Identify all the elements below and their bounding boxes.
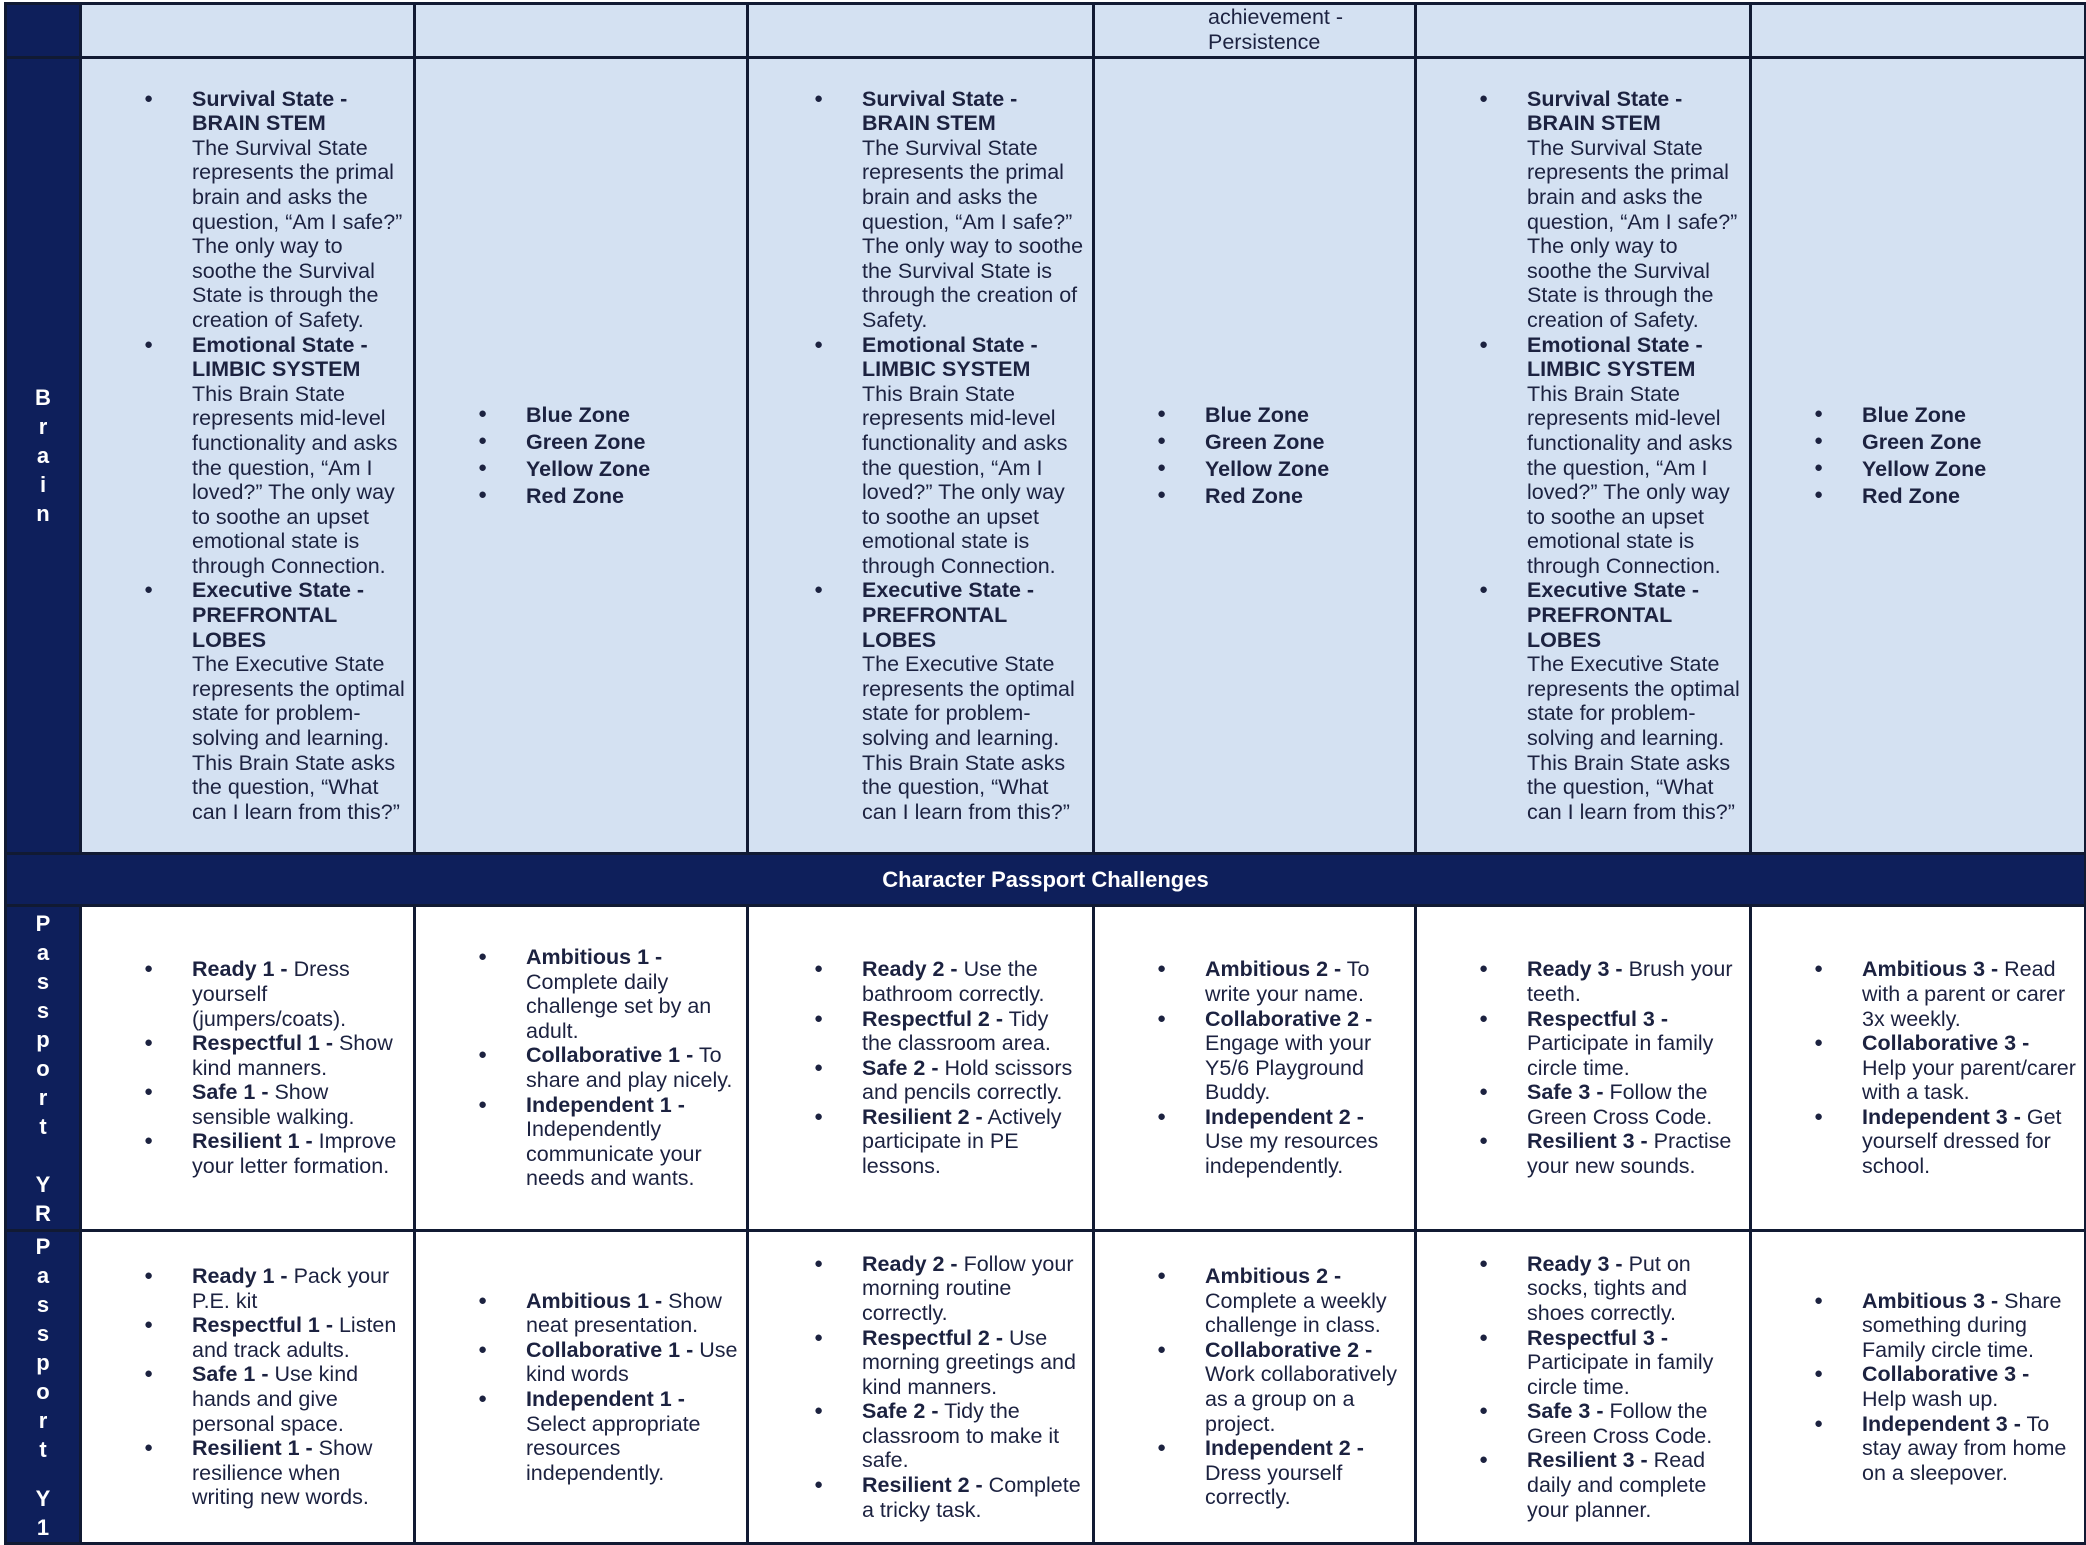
side-label-passport-yr <box>6 906 81 1231</box>
challenge-text: Listen and track adults. <box>192 1313 397 1362</box>
challenge-text: Participate in family circle time. <box>1527 1031 1714 1080</box>
passport-y1-row <box>6 1231 2086 1544</box>
challenge-label: Safe 2 - <box>862 1055 939 1080</box>
challenge-label: Independent 2 - <box>1205 1104 1364 1129</box>
brain-state-title: Emotional State - LIMBIC SYSTEM <box>192 332 368 382</box>
challenge-label: Ambitious 2 - <box>1205 1264 1342 1289</box>
zones-list <box>1095 402 1414 510</box>
side-label-brain <box>6 58 81 854</box>
side-letter: i <box>39 472 47 497</box>
passport-yr-col-1 <box>81 906 415 1231</box>
challenge-item <box>1862 957 2076 1031</box>
side-letter: n <box>36 501 50 526</box>
challenge-label: Ambitious 1 - <box>526 1288 663 1313</box>
challenge-item <box>1862 1362 2076 1411</box>
challenge-label: Ready 3 - <box>1527 957 1623 982</box>
section-header-row <box>6 854 2086 906</box>
curriculum-table <box>4 2 2086 1545</box>
zone-item: ● Blue Zone <box>1862 402 2076 429</box>
challenge-text: Use kind words <box>526 1337 738 1387</box>
challenge-label: Resilient 2 - <box>862 1473 983 1498</box>
challenge-item <box>1205 1338 1406 1436</box>
challenge-item <box>526 1387 738 1485</box>
challenge-item <box>526 945 738 1043</box>
brain-state-text: The Survival State represents the primal brain and asks the question, “Am I safe?” The only way to soothe the Survival State is through the creation of Safety. <box>192 135 403 332</box>
challenge-label: Resilient 1 - <box>192 1436 313 1461</box>
top-cell-6 <box>1751 4 2086 58</box>
brain-state-title: Executive State - PREFRONTAL LOBES <box>192 578 365 652</box>
brain-states-cell-1 <box>81 58 415 854</box>
challenge-item <box>192 1264 405 1313</box>
challenge-item <box>862 957 1084 1006</box>
passport-y1-col-4 <box>1094 1231 1416 1544</box>
challenge-item <box>192 1362 405 1436</box>
challenge-item <box>1527 1326 1741 1400</box>
brain-state-item <box>1527 87 1741 333</box>
challenge-item <box>1527 1080 1741 1129</box>
challenge-label: Independent 3 - <box>1862 1104 2021 1129</box>
challenge-label: Independent 1 - <box>526 1387 685 1411</box>
brain-state-item <box>192 333 405 579</box>
challenge-label: Respectful 3 - <box>1527 1325 1668 1350</box>
challenge-text: Select appropriate resources independently. <box>526 1411 701 1485</box>
side-letter: r <box>38 414 48 439</box>
side-letter: P <box>35 910 51 936</box>
challenge-text: Actively participate in PE lessons. <box>862 1104 1062 1179</box>
challenge-item <box>192 1436 405 1510</box>
challenge-text: To stay away from home on a sleepover. <box>1862 1411 2067 1485</box>
brain-state-title: Executive State - PREFRONTAL LOBES <box>1527 578 1700 652</box>
challenge-item <box>862 1252 1084 1326</box>
challenge-label: Safe 1 - <box>192 1080 269 1105</box>
side-letter: o <box>36 1379 50 1404</box>
challenge-list <box>749 957 1092 1178</box>
challenge-list <box>1417 957 1749 1178</box>
challenge-text: Dress yourself correctly. <box>1205 1460 1343 1510</box>
challenge-label: Respectful 2 - <box>862 1006 1003 1031</box>
challenge-item <box>862 1399 1084 1473</box>
zones-cell-1 <box>415 58 748 854</box>
zone-item: ● Yellow Zone <box>1205 456 1406 483</box>
side-gap <box>7 1141 79 1170</box>
challenge-label: Resilient 1 - <box>192 1129 313 1154</box>
challenge-item <box>526 1093 738 1191</box>
challenge-list <box>1417 1252 1749 1523</box>
challenge-item <box>1205 1007 1406 1105</box>
challenge-text: Use morning greetings and kind manners. <box>862 1325 1076 1399</box>
top-cell-4-line-1: achievement - <box>1208 5 1344 29</box>
challenge-list <box>1095 1264 1414 1510</box>
top-cell-2 <box>415 4 748 58</box>
brain-states-list <box>82 87 413 825</box>
challenge-label: Safe 3 - <box>1527 1080 1604 1105</box>
brain-state-text: The Survival State represents the primal brain and asks the question, “Am I safe?” The only way to soothe the Survival State is through the creation of Safety. <box>1527 135 1738 332</box>
challenge-list <box>416 945 746 1191</box>
challenge-label: Ambitious 2 - <box>1205 957 1342 982</box>
challenge-item <box>526 1338 738 1387</box>
challenge-text: Tidy the classroom to make it safe. <box>862 1399 1060 1473</box>
zones-cell-2 <box>1094 58 1416 854</box>
passport-yr-col-4 <box>1094 906 1416 1231</box>
challenge-item <box>1205 1436 1406 1510</box>
challenge-text: Complete daily challenge set by an adult. <box>526 969 712 1043</box>
brain-state-title: Executive State - PREFRONTAL LOBES <box>862 578 1035 652</box>
challenge-text: Practise your new sounds. <box>1527 1129 1732 1179</box>
passport-yr-col-6 <box>1751 906 2086 1231</box>
challenge-list <box>1752 1289 2084 1486</box>
brain-state-item <box>192 578 405 824</box>
zone-item: ● Yellow Zone <box>526 456 738 483</box>
brain-state-text: This Brain State represents mid-level functionality and asks the question, “Am I loved?” The only way to soothe an upset emotional state is through Connection. <box>1527 381 1733 578</box>
challenge-item <box>862 1473 1084 1522</box>
passport-yr-col-3 <box>748 906 1094 1231</box>
side-gap <box>7 1464 79 1484</box>
brain-state-text: This Brain State represents mid-level functionality and asks the question, “Am I loved?” The only way to soothe an upset emotional state is through Connection. <box>192 381 398 578</box>
side-letter: o <box>36 1055 50 1081</box>
challenge-text: Work collaboratively as a group on a project. <box>1205 1362 1397 1436</box>
passport-yr-col-5 <box>1416 906 1751 1231</box>
zone-item: ● Yellow Zone <box>1862 456 2076 483</box>
challenge-item <box>192 1313 405 1362</box>
side-letter: 1 <box>36 1515 50 1540</box>
challenge-list <box>82 1264 413 1510</box>
challenge-text: Hold scissors and pencils correctly. <box>862 1055 1073 1105</box>
challenge-text: Improve your letter formation. <box>192 1129 397 1179</box>
challenge-label: Resilient 3 - <box>1527 1448 1648 1473</box>
zones-list <box>416 402 746 510</box>
challenge-item <box>862 1007 1084 1056</box>
side-letter: p <box>36 1350 50 1375</box>
challenge-text: Use the bathroom correctly. <box>862 957 1045 1006</box>
challenge-label: Safe 3 - <box>1527 1399 1604 1424</box>
challenge-item <box>1862 1105 2076 1179</box>
brain-state-title: Emotional State - LIMBIC SYSTEM <box>862 332 1038 382</box>
challenge-text: Follow the Green Cross Code. <box>1527 1399 1713 1448</box>
challenge-text: Show sensible walking. <box>192 1080 355 1129</box>
brain-state-text: The Executive State represents the optimal state for problem-solving and learning. This Brain State asks the question, “What can I learn from this?” <box>1527 652 1740 824</box>
challenge-item <box>192 957 405 1031</box>
side-letter: p <box>36 1026 50 1052</box>
challenge-text: Read with a parent or carer 3x weekly. <box>1862 957 2066 1031</box>
zone-item: ● Blue Zone <box>1205 402 1406 429</box>
challenge-item <box>1205 1264 1406 1338</box>
passport-y1-col-3 <box>748 1231 1094 1544</box>
challenge-label: Respectful 1 - <box>192 1313 333 1338</box>
brain-states-list <box>1417 87 1749 825</box>
challenge-text: Participate in family circle time. <box>1527 1350 1714 1399</box>
passport-y1-col-5 <box>1416 1231 1751 1544</box>
brain-states-cell-2 <box>748 58 1094 854</box>
challenge-text: Tidy the classroom area. <box>862 1006 1051 1056</box>
passport-yr-row <box>6 906 2086 1231</box>
challenge-label: Respectful 2 - <box>862 1325 1003 1350</box>
challenge-item <box>1527 1007 1741 1081</box>
side-letter: R <box>35 1200 51 1226</box>
challenge-label: Independent 2 - <box>1205 1436 1364 1461</box>
side-letter: a <box>36 1263 50 1288</box>
side-letter: Y <box>35 1171 51 1197</box>
challenge-list <box>416 1289 746 1486</box>
challenge-text: Use my resources independently. <box>1205 1129 1379 1179</box>
challenge-label: Ambitious 3 - <box>1862 957 1999 982</box>
challenge-label: Independent 3 - <box>1862 1411 2021 1436</box>
brain-state-text: The Executive State represents the optimal state for problem-solving and learning. This Brain State asks the question, “What can I learn from this?” <box>192 652 405 824</box>
zone-item: ● Red Zone <box>1862 483 2076 510</box>
challenge-text: Complete a tricky task. <box>862 1473 1081 1522</box>
challenge-text: Read daily and complete your planner. <box>1527 1448 1707 1522</box>
side-letter: t <box>39 1437 47 1462</box>
passport-y1-col-2 <box>415 1231 748 1544</box>
challenge-label: Collaborative 3 - <box>1862 1031 2030 1056</box>
challenge-label: Collaborative 1 - <box>526 1043 694 1068</box>
challenge-text: To write your name. <box>1205 957 1370 1006</box>
challenge-text: Show kind manners. <box>192 1031 393 1080</box>
challenge-item <box>526 1043 738 1092</box>
side-label-top <box>6 4 81 58</box>
challenge-list <box>1095 957 1414 1178</box>
brain-state-item <box>1527 578 1741 824</box>
brain-state-title: Survival State - BRAIN STEM <box>192 86 348 136</box>
brain-states-list <box>749 87 1092 825</box>
challenge-item <box>526 1289 738 1338</box>
challenge-label: Collaborative 1 - <box>526 1337 694 1362</box>
challenge-list <box>82 957 413 1178</box>
top-cell-5 <box>1416 4 1751 58</box>
zones-cell-3 <box>1751 58 2086 854</box>
challenge-text: Engage with your Y5/6 Playground Buddy. <box>1205 1031 1372 1105</box>
challenge-label: Ambitious 1 - <box>526 945 663 970</box>
top-row <box>6 4 2086 58</box>
challenge-label: Independent 1 - <box>526 1092 685 1117</box>
top-cell-3 <box>748 4 1094 58</box>
passport-y1-col-1 <box>81 1231 415 1544</box>
challenge-item <box>1862 1031 2076 1105</box>
challenge-text: Get yourself dressed for school. <box>1862 1104 2062 1179</box>
challenge-label: Safe 1 - <box>192 1362 269 1387</box>
challenge-item <box>1205 1105 1406 1179</box>
side-letter: a <box>36 443 50 468</box>
side-letter: Y <box>35 1486 51 1511</box>
challenge-text: Put on socks, tights and shoes correctly. <box>1527 1251 1691 1325</box>
challenge-label: Safe 2 - <box>862 1399 939 1424</box>
challenge-label: Ready 1 - <box>192 1264 288 1289</box>
challenge-item <box>1862 1289 2076 1363</box>
challenge-text: To share and play nicely. <box>526 1043 733 1092</box>
challenge-list <box>1752 957 2084 1178</box>
challenge-item <box>862 1056 1084 1105</box>
challenge-item <box>192 1031 405 1080</box>
challenge-label: Respectful 1 - <box>192 1031 333 1056</box>
brain-state-item <box>192 87 405 333</box>
challenge-text: Follow the Green Cross Code. <box>1527 1080 1713 1129</box>
challenge-item <box>1527 1129 1741 1178</box>
challenge-item <box>1862 1412 2076 1486</box>
challenge-text: Show resilience when writing new words. <box>192 1436 373 1510</box>
challenge-text: Share something during Family circle time. <box>1862 1288 2062 1362</box>
side-letter: P <box>35 1234 51 1259</box>
side-letter: s <box>36 1321 50 1346</box>
challenge-label: Respectful 3 - <box>1527 1006 1668 1031</box>
brain-state-title: Survival State - BRAIN STEM <box>862 86 1018 136</box>
challenge-item <box>1527 957 1741 1006</box>
top-cell-4 <box>1094 4 1416 58</box>
brain-state-item <box>862 578 1084 824</box>
challenge-text: Brush your teeth. <box>1527 957 1733 1006</box>
challenge-label: Collaborative 3 - <box>1862 1362 2030 1387</box>
challenge-text: Dress yourself (jumpers/coats). <box>192 957 350 1031</box>
side-letter: a <box>36 939 50 965</box>
challenge-item <box>192 1129 405 1178</box>
challenge-label: Resilient 3 - <box>1527 1129 1648 1154</box>
challenge-item <box>862 1326 1084 1400</box>
brain-state-title: Survival State - BRAIN STEM <box>1527 86 1683 136</box>
brain-state-text: This Brain State represents mid-level functionality and asks the question, “Am I loved?” The only way to soothe an upset emotional state is through Connection. <box>862 381 1068 578</box>
challenge-text: Complete a weekly challenge in class. <box>1205 1288 1387 1338</box>
brain-states-cell-3 <box>1416 58 1751 854</box>
brain-state-text: The Survival State represents the primal brain and asks the question, “Am I safe?” The only way to soothe the Survival State is through the creation of Safety. <box>862 135 1084 332</box>
challenge-label: Ready 2 - <box>862 957 958 982</box>
zone-item: ● Red Zone <box>1205 483 1406 510</box>
side-letter: s <box>36 997 50 1023</box>
top-cell-4-line-2: Persistence <box>1208 29 1321 54</box>
zone-item: ● Green Zone <box>1205 429 1406 456</box>
challenge-item <box>1527 1399 1741 1448</box>
challenge-text: Pack your P.E. kit <box>192 1264 390 1313</box>
side-letter: s <box>36 968 50 994</box>
side-letter: t <box>39 1113 47 1139</box>
brain-state-item <box>862 87 1084 333</box>
zones-list <box>1752 402 2084 510</box>
challenge-item <box>1527 1448 1741 1522</box>
challenge-item <box>1205 957 1406 1006</box>
challenge-label: Ready 1 - <box>192 957 288 982</box>
challenge-list <box>749 1252 1092 1523</box>
challenge-item <box>192 1080 405 1129</box>
side-letter: B <box>35 385 51 410</box>
passport-y1-col-6 <box>1751 1231 2086 1544</box>
side-letter: r <box>38 1084 48 1110</box>
brain-state-title: Emotional State - LIMBIC SYSTEM <box>1527 332 1703 382</box>
challenge-label: Ambitious 3 - <box>1862 1288 1999 1313</box>
top-cell-1 <box>81 4 415 58</box>
challenge-item <box>862 1105 1084 1179</box>
challenge-label: Ready 2 - <box>862 1251 958 1276</box>
challenge-item <box>1527 1252 1741 1326</box>
challenge-text: Help your parent/carer with a task. <box>1862 1055 2076 1105</box>
challenge-text: Follow your morning routine correctly. <box>862 1251 1074 1325</box>
brain-state-text: The Executive State represents the optimal state for problem-solving and learning. This Brain State asks the question, “What can I learn from this?” <box>862 652 1075 824</box>
passport-yr-col-2 <box>415 906 748 1231</box>
section-header: Character Passport Challenges <box>6 854 2086 906</box>
challenge-label: Collaborative 2 - <box>1205 1337 1373 1362</box>
side-letter: s <box>36 1292 50 1317</box>
zone-item: ● Blue Zone <box>526 402 738 429</box>
side-label-passport-y1 <box>6 1231 81 1544</box>
zone-item: ● Red Zone <box>526 483 738 510</box>
zone-item: ● Green Zone <box>526 429 738 456</box>
challenge-label: Ready 3 - <box>1527 1251 1623 1276</box>
challenge-text: Use kind hands and give personal space. <box>192 1362 359 1436</box>
brain-state-item <box>862 333 1084 579</box>
challenge-text: Help wash up. <box>1862 1387 1999 1411</box>
challenge-label: Collaborative 2 - <box>1205 1006 1373 1031</box>
brain-row <box>6 58 2086 854</box>
challenge-text: Show neat presentation. <box>526 1288 722 1338</box>
brain-state-item <box>1527 333 1741 579</box>
zone-item: ● Green Zone <box>1862 429 2076 456</box>
challenge-text: Independently communicate your needs and wants. <box>526 1117 702 1191</box>
side-letter: r <box>38 1408 48 1433</box>
challenge-label: Resilient 2 - <box>862 1104 983 1129</box>
